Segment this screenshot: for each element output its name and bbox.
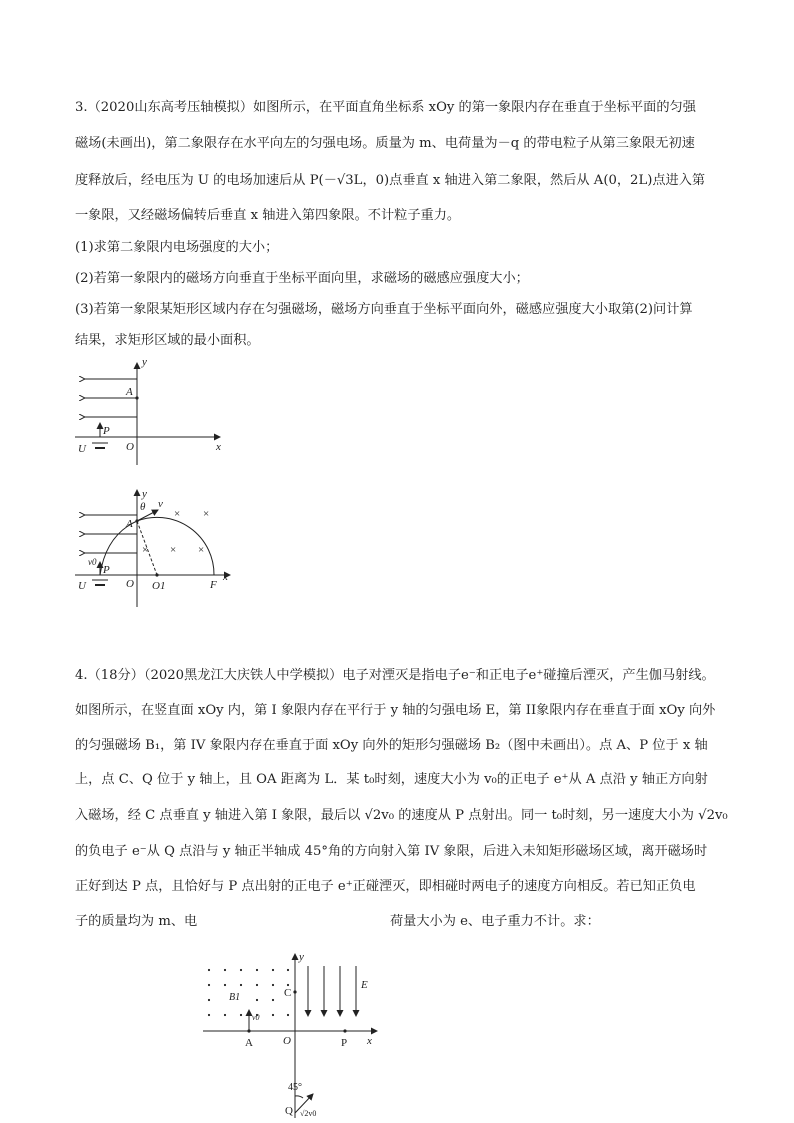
q4-line-2: 如图所示，在竖直面 xOy 内，第 I 象限内存在平行于 y 轴的匀强电场 E，第 II象限内存在垂直于面 xOy 向外: [75, 703, 716, 718]
q3-figure-1: [70, 355, 240, 470]
c-label: C: [284, 987, 292, 999]
x-label: x: [367, 1035, 372, 1047]
q3-line-4: 一象限，又经磁场偏转后垂直 x 轴进入第四象限。不计粒子重力。: [75, 208, 461, 223]
q4-line-5: 入磁场，经 C 点垂直 y 轴进入第 I 象限，最后以 √2v₀ 的速度从 P 点射出。同一 t₀时刻，另一速度大小为 √2v₀: [75, 808, 728, 823]
u-label: U: [78, 580, 86, 592]
origin-label: O: [126, 441, 134, 453]
b1-dots: [208, 969, 292, 1016]
point-c: [293, 990, 296, 993]
q4-line-3: 的匀强磁场 B₁，第 IV 象限内存在垂直于面 xOy 向外的矩形匀强磁场 B₂（图中未画出）。点 A、P 位于 x 轴: [75, 738, 708, 753]
y-label: y: [142, 356, 147, 368]
b-field-cross: ×: [203, 508, 210, 520]
q3-line-3: 度释放后，经电压为 U 的电场加速后从 P(－√3L，0)点垂直 x 轴进入第二象限，然后从 A(0，2L)点进入第: [75, 173, 706, 188]
e-label: E: [361, 979, 368, 991]
y-label: y: [299, 951, 304, 963]
point-a: [135, 519, 138, 522]
o1-label: O1: [152, 580, 166, 592]
q3-line-5: (1)求第二象限内电场强度的大小；: [75, 240, 279, 255]
theta-label: θ: [140, 501, 146, 513]
p-label: P: [341, 1037, 348, 1049]
a-label: A: [126, 518, 133, 530]
speed-label: √2v0: [300, 1109, 317, 1118]
point-a: [247, 1029, 250, 1032]
q4-line-8: 子的质量均为 m、电: [75, 914, 198, 929]
q3-line-8: 结果，求矩形区域的最小面积。: [75, 333, 260, 348]
angle-arc: [295, 1096, 303, 1098]
q4-line-7: 正好到达 P 点，且恰好与 P 点出射的正电子 e⁺正碰湮灭，即相碰时两电子的速度方向相反。若已知正负电: [75, 879, 696, 894]
b-field-cross: ×: [142, 544, 149, 556]
p-label: P: [103, 564, 110, 576]
v0-label: v0: [252, 1013, 260, 1022]
q4-line-9: 荷量大小为 e、电子重力不计。求：: [390, 914, 600, 929]
b-field-cross: ×: [170, 544, 177, 556]
origin-label: O: [126, 578, 134, 590]
a-label: A: [245, 1037, 253, 1049]
q-label: Q: [285, 1105, 293, 1117]
angle-label: 45°: [288, 1082, 302, 1093]
point-o1: [155, 573, 158, 576]
y-label: y: [142, 488, 147, 500]
q3-line-6: (2)若第一象限内的磁场方向垂直于坐标平面向里，求磁场的磁感应强度大小；: [75, 271, 529, 286]
x-label: x: [216, 441, 221, 453]
p-label: P: [103, 425, 110, 437]
u-label: U: [78, 443, 86, 455]
b-field-cross: ×: [174, 508, 181, 520]
q4-line-4: 上，点 C、Q 位于 y 轴上，且 OA 距离为 L．某 t₀时刻，速度大小为 v₀的正电子 e⁺从 A 点沿 y 轴正方向射: [75, 772, 708, 787]
b-field-cross: ×: [198, 544, 205, 556]
q4-line-6: 的负电子 e⁻从 Q 点沿与 y 轴正半轴成 45°角的方向射入第 IV 象限，后进入未知矩形磁场区域，离开磁场时: [75, 844, 708, 859]
origin-label: O: [283, 1035, 291, 1047]
point-p: [343, 1029, 346, 1032]
point-a: [135, 396, 138, 399]
x-label: x: [223, 571, 228, 583]
q4-line-1: 4.（18分）（2020黑龙江大庆铁人中学模拟）电子对湮灭是指电子e⁻和正电子e⁺碰撞后湮灭，产生伽马射线。: [75, 668, 715, 683]
v-label: v: [158, 498, 163, 510]
q3-line-7: (3)若第一象限某矩形区域内存在匀强磁场，磁场方向垂直于坐标平面向外，磁感应强度大小取第(2)问计算: [75, 302, 693, 317]
b1-label: B1: [229, 992, 241, 1003]
q4-figure: [195, 948, 390, 1118]
a-label: A: [126, 386, 133, 398]
v0-label: v0: [88, 557, 97, 567]
q3-figure-2: [70, 485, 240, 610]
q3-line-1: 3.（2020山东高考压轴模拟）如图所示，在平面直角坐标系 xOy 的第一象限内存在垂直于坐标平面的匀强: [75, 100, 696, 115]
q3-line-2: 磁场(未画出)，第二象限存在水平向左的匀强电场。质量为 m、电荷量为－q 的带电粒子从第三象限无初速: [75, 136, 695, 151]
f-label: F: [210, 579, 217, 591]
